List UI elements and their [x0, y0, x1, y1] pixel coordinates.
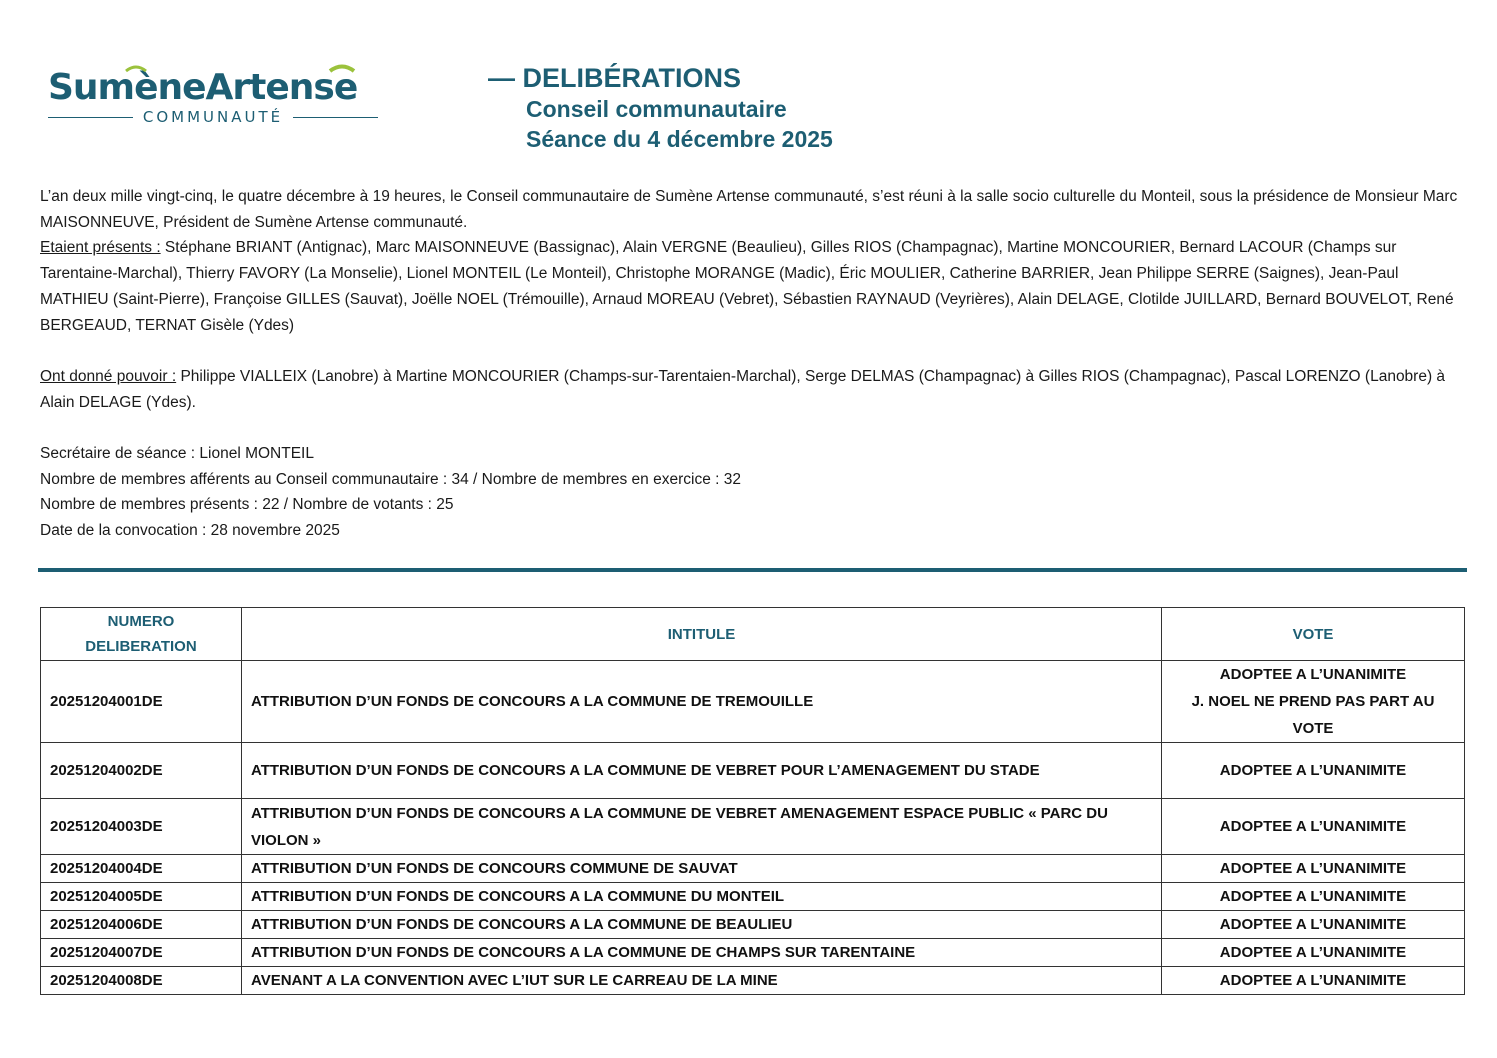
session-intro [40, 184, 1460, 544]
deliberation-number: 20251204001DE [41, 661, 242, 743]
header-title: INTITULE [242, 608, 1162, 661]
deliberation-vote: ADOPTEE A L’UNANIMITE J. NOEL NE PREND PAS PART AU VOTE [1162, 661, 1465, 743]
secretary-line: Secrétaire de séance : Lionel MONTEIL [40, 445, 314, 462]
table-row [41, 911, 1465, 939]
deliberation-number: 20251204006DE [41, 911, 242, 939]
attendees-list: Stéphane BRIANT (Antignac), Marc MAISONNEUVE (Bassignac), Alain VERGNE (Beaulieu), Gilles RIOS (Champagnac), Martine MONCOURIER, Bernard LACOUR (Champs sur Tarentaine-Marchal), Thierry FAVORY (La Monselie), Lionel MONTEIL (Le Monteil), Christophe MORANGE (Madic), Éric MOULIER, Catherine BARRIER, Jean Philippe SERRE (Saignes), Jean-Paul MATHIEU (Saint-Pierre), Françoise GILLES (Sauvat), Joëlle NOEL (Trémouille), Arnaud MOREAU (Vebret), Sébastien RAYNAUD (Veyrières), Alain DELAGE, Clotilde JUILLARD, Bernard BOUVELOT, René BERGEAUD, TERNAT Gisèle (Ydes) [40, 239, 1454, 334]
members-line: Nombre de membres afférents au Conseil communautaire : 34 / Nombre de membres en exercice : 32 [40, 470, 741, 488]
logo-wordmark [48, 67, 378, 108]
deliberation-number: 20251204007DE [41, 939, 242, 967]
logo-subline [48, 108, 378, 126]
deliberation-number: 20251204004DE [41, 855, 242, 883]
intro-paragraph: L’an deux mille vingt-cinq, le quatre décembre à 19 heures, le Conseil communautaire de Sumène Artense communauté, s’est réuni à la salle socio culturelle du Monteil, sous la présidence de Monsieur Marc MAISONNEUVE, Président de Sumène Artense communauté. [40, 188, 1458, 231]
logo-accent-arc-icon [48, 62, 378, 78]
logo-line-right [293, 117, 378, 118]
deliberation-vote: ADOPTEE A L’UNANIMITE [1162, 855, 1465, 883]
logo-name: SumèneArtense [48, 67, 358, 108]
deliberations-table [40, 607, 1465, 995]
attendees-label: Etaient présents : [40, 239, 161, 257]
table-row [41, 855, 1465, 883]
attendees-paragraph [40, 235, 1460, 338]
table-row [41, 743, 1465, 799]
table-row [41, 883, 1465, 911]
table-row [41, 661, 1465, 743]
deliberation-title: ATTRIBUTION D’UN FONDS DE CONCOURS A LA COMMUNE DE VEBRET POUR L’AMENAGEMENT DU STADE [242, 743, 1162, 799]
deliberation-title: ATTRIBUTION D’UN FONDS DE CONCOURS A LA COMMUNE DU MONTEIL [242, 883, 1162, 911]
table-row [41, 939, 1465, 967]
page-title: — DELIBÉRATIONS [488, 63, 742, 93]
logo-sub-label: COMMUNAUTÉ [142, 108, 284, 126]
deliberation-vote: ADOPTEE A L’UNANIMITE [1162, 911, 1465, 939]
present-count-line: Nombre de membres présents : 22 / Nombre de votants : 25 [40, 496, 454, 514]
deliberation-number: 20251204005DE [41, 883, 242, 911]
deliberation-title: ATTRIBUTION D’UN FONDS DE CONCOURS A LA COMMUNE DE VEBRET AMENAGEMENT ESPACE PUBLIC « PARC DU VIOLON » [242, 799, 1162, 855]
convocation-line: Date de la convocation : 28 novembre 2025 [40, 522, 340, 540]
deliberation-vote: ADOPTEE A L’UNANIMITE [1162, 967, 1465, 995]
deliberation-title: ATTRIBUTION D’UN FONDS DE CONCOURS A LA COMMUNE DE BEAULIEU [242, 911, 1162, 939]
page-heading [488, 62, 833, 154]
deliberation-number: 20251204003DE [41, 799, 242, 855]
deliberation-title: ATTRIBUTION D’UN FONDS DE CONCOURS COMMUNE DE SAUVAT [242, 855, 1162, 883]
table-row [41, 799, 1465, 855]
deliberation-number: 20251204008DE [41, 967, 242, 995]
table-row [41, 967, 1465, 995]
sumene-artense-logo [48, 67, 378, 126]
section-divider [38, 568, 1467, 572]
proxies-list: Philippe VIALLEIX (Lanobre) à Martine MONCOURIER (Champs-sur-Tarentaien-Marchal), Serge DELMAS (Champagnac) à Gilles RIOS (Champagnac), Pascal LORENZO (Lanobre) à Alain DELAGE (Ydes). [40, 367, 1446, 411]
deliberation-vote: ADOPTEE A L’UNANIMITE [1162, 939, 1465, 967]
header-number: NUMERO DELIBERATION [41, 608, 242, 661]
page-subtitle: Conseil communautaire [526, 96, 787, 122]
deliberation-title: ATTRIBUTION D’UN FONDS DE CONCOURS A LA COMMUNE DE CHAMPS SUR TARENTAINE [242, 939, 1162, 967]
deliberation-vote: ADOPTEE A L’UNANIMITE [1162, 799, 1465, 855]
proxies-label: Ont donné pouvoir : [40, 367, 177, 385]
session-date: Séance du 4 décembre 2025 [526, 126, 833, 152]
deliberation-vote: ADOPTEE A L’UNANIMITE [1162, 743, 1465, 799]
header-vote: VOTE [1162, 608, 1465, 661]
deliberation-title: ATTRIBUTION D’UN FONDS DE CONCOURS A LA COMMUNE DE TREMOUILLE [242, 661, 1162, 743]
deliberation-number: 20251204002DE [41, 743, 242, 799]
deliberation-vote: ADOPTEE A L’UNANIMITE [1162, 883, 1465, 911]
table-header-row [41, 608, 1465, 661]
proxies-paragraph [40, 364, 1460, 415]
deliberation-title: AVENANT A LA CONVENTION AVEC L’IUT SUR LE CARREAU DE LA MINE [242, 967, 1162, 995]
logo-line-left [48, 117, 133, 118]
